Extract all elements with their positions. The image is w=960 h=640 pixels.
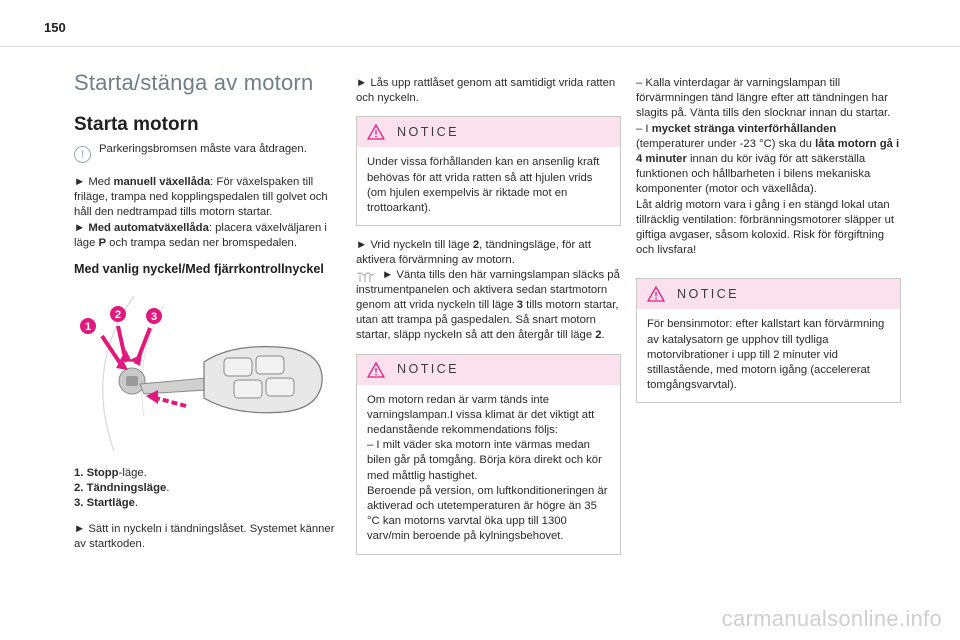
parking-note-text: Parkeringsbromsen måste vara åtdragen. xyxy=(99,143,307,155)
notice-header xyxy=(637,279,900,309)
legend-item-3: 3. Startläge. xyxy=(74,497,139,510)
turn-key-instruction: ► Vrid nyckeln till läge 2, tändningsläge, för att aktivera förvärmning av motorn. xyxy=(356,239,591,267)
column-3 xyxy=(636,76,901,415)
figure-label-1: 1 xyxy=(84,321,92,334)
notice-body: För bensinmotor: efter kallstart kan förvärmning av katalysatorn ge upphov till tydliga motorvibrationer i upp till 2 minuter vid stillastående, med motorn igång (accelererat tomgångsvarvtal). xyxy=(647,318,885,392)
wait-instruction-text: ► Vänta tills den här varningslampan släcks på instrumentpanelen och aktivera sedan startmotorn genom att vrida nyckeln till läge 3 tills motorn startar, utan att trampa på gaspedalen. Så snart motorn startar, släpp nyckeln så att den återgår till läge 2. xyxy=(356,268,620,342)
ventilation-warning-text: Låt aldrig motorn vara i gång i en stängd lokal utan tillräcklig ventilation: förbränningsmotorer släpper ut giftiga avgaser, såsom koloxid. Risk för förgiftning och livsfara! xyxy=(636,198,895,257)
section-title: Starta/stänga av motorn xyxy=(74,70,314,95)
warning-triangle-icon xyxy=(367,362,385,378)
parking-brake-note xyxy=(74,142,340,163)
warning-triangle-icon xyxy=(647,286,665,302)
glow-plug-lamp-icon xyxy=(356,271,374,283)
figure-label-2: 2 xyxy=(114,309,122,322)
warning-circle-icon xyxy=(74,146,91,163)
warning-triangle-icon xyxy=(367,124,385,140)
severe-winter-text: – I mycket stränga vinterförhållanden (temperaturer under -23 °C) ska du låta motorn gå i 4 minuter innan du kör iväg för att säkerställa funktionen och hållbarheten i bilens mekaniska komponenter (motor och växellåda). xyxy=(636,122,900,196)
notice-body xyxy=(357,385,620,554)
cold-winter-text: – Kalla vinterdagar är varningslampan till förvärmningen tänd längre efter att tändningen har slagits på. Vänta tills den slocknar innan du startar. xyxy=(636,77,891,120)
insert-key-instruction: ► Sätt in nyckeln i tändningslåset. Systemet känner av startkoden. xyxy=(74,522,335,550)
notice2-line-3: Beroende på version, om luftkonditioneringen är aktiverad och utetemperaturen är högre än 35 °C kan motorns varvtal öka upp till 1300 varv/min beroende på kylningsbehovet. xyxy=(367,484,608,543)
unlock-steering-instruction: ► Lås upp rattlåset genom att samtidigt vrida ratten och nyckeln. xyxy=(356,77,616,105)
top-divider xyxy=(0,46,960,47)
notice-body: Under vissa förhållanden kan en ansenlig kraft behövas för att vrida ratten så att hjulen vrids (om hjulen exempelvis är riktade mot en trottoarkant). xyxy=(367,156,600,215)
notice-box-2 xyxy=(356,354,621,555)
notice-title: NOTICE xyxy=(397,362,459,377)
notice2-line-2: – I milt väder ska motorn inte värmas medan bilen går på tomgång. Börja köra direkt och kör med måttlig hastighet. xyxy=(367,439,602,482)
page-number: 150 xyxy=(44,20,66,35)
notice-box-1 xyxy=(356,116,621,226)
notice-box-3 xyxy=(636,278,901,403)
notice-header xyxy=(357,355,620,385)
notice-title: NOTICE xyxy=(397,124,459,139)
notice2-line-1: Om motorn redan är varm tänds inte varningslampan.I vissa klimat är det viktigt att nedanstående rekommendations följs: xyxy=(367,393,595,437)
watermark: carmanualsonline.info xyxy=(721,606,942,631)
manual-gearbox-instruction: ► Med manuell växellåda: För växelspaken till friläge, trampa ned kopplingspedalen till golvet och håll den nedtrampad tills motorn startar. xyxy=(74,176,328,219)
automatic-gearbox-instruction: ► Med automatväxellåda: placera växelväljaren i läge P och trampa sedan ner bromspedalen. xyxy=(74,221,327,249)
figure-label-3: 3 xyxy=(150,311,158,324)
key-diagram-svg xyxy=(74,286,340,456)
column-2 xyxy=(356,76,621,567)
legend-item-2: 2. Tändningsläge. xyxy=(74,482,170,495)
legend-item-1: 1. Stopp-läge. xyxy=(74,467,147,480)
notice-header xyxy=(357,117,620,147)
notice-title: NOTICE xyxy=(677,286,739,301)
heading-starta-motorn: Starta motorn xyxy=(74,114,199,135)
ignition-key-illustration xyxy=(74,286,340,456)
position-legend xyxy=(74,466,340,512)
column-1 xyxy=(74,70,340,552)
key-subheading: Med vanlig nyckel/Med fjärrkontrollnyckel xyxy=(74,262,324,277)
